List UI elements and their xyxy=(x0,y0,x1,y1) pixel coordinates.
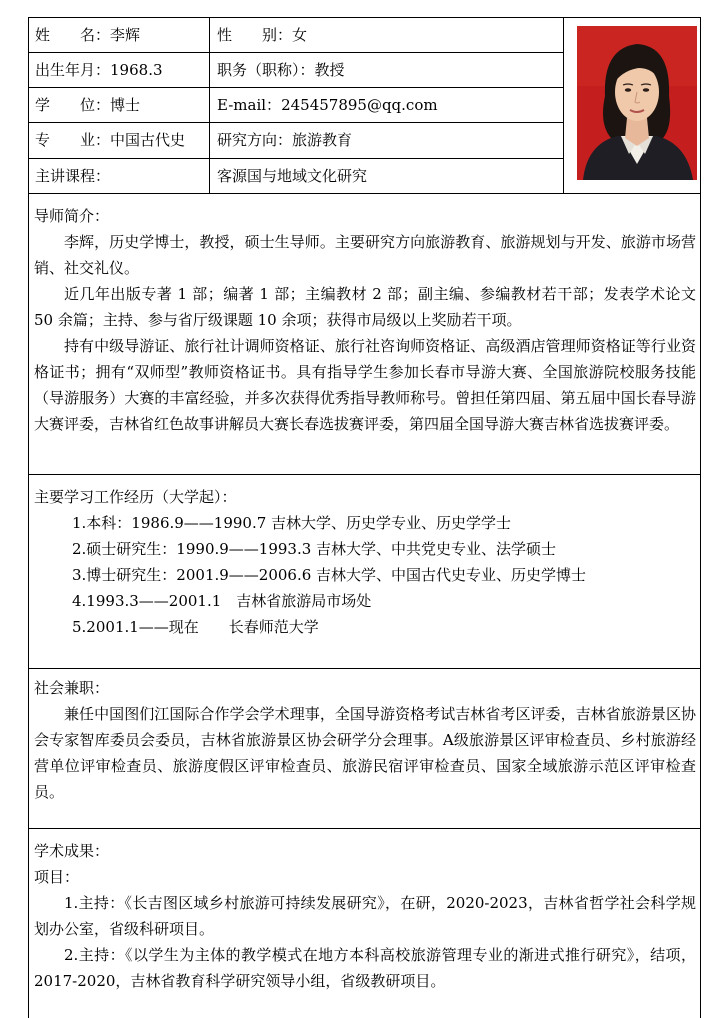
intro-paragraph: 李辉，历史学博士，教授，硕士生导师。主要研究方向旅游教育、旅游规划与开发、旅游市场营销、社交礼仪。 xyxy=(34,233,696,277)
major-value: 中国古代史 xyxy=(110,131,186,149)
birth-value: 1968.3 xyxy=(110,61,163,79)
experience-item: 3.博士研究生：2001.9——2006.6 吉林大学、中国古代史专业、历史学博士 xyxy=(72,566,587,584)
experience-section xyxy=(34,484,696,640)
research-value: 旅游教育 xyxy=(292,131,353,149)
major-field xyxy=(35,130,185,150)
intro-heading: 导师简介： xyxy=(34,207,110,225)
birth-field xyxy=(35,60,163,80)
gender-field xyxy=(217,25,307,45)
courses-value: 客源国与地域文化研究 xyxy=(217,167,368,185)
section-divider xyxy=(29,668,700,669)
experience-item: 4.1993.3——2001.1 吉林省旅游局市场处 xyxy=(72,592,372,610)
column-divider xyxy=(209,18,210,193)
row-divider xyxy=(29,52,563,53)
gender-label: 性 别： xyxy=(217,26,293,44)
degree-value: 博士 xyxy=(110,96,141,114)
degree-field xyxy=(35,95,140,115)
section-divider xyxy=(29,828,700,829)
name-value: 李辉 xyxy=(110,26,141,44)
row-divider xyxy=(29,158,563,159)
intro-paragraph: 近几年出版专著 1 部；编著 1 部；主编教材 2 部；副主编、参编教材若干部；发表学术论文 50 余篇；主持、参与省厅级课题 10 余项；获得市局级以上奖励若干项。 xyxy=(34,285,696,329)
title-label: 职务（职称）： xyxy=(217,61,315,79)
row-divider xyxy=(29,122,563,123)
title-field xyxy=(217,60,345,80)
research-field xyxy=(217,130,352,150)
experience-heading: 主要学习工作经历（大学起）： xyxy=(34,488,237,506)
intro-section xyxy=(34,203,696,437)
portrait-image xyxy=(577,26,697,180)
name-field xyxy=(35,25,140,45)
birth-label: 出生年月： xyxy=(35,61,111,79)
experience-item: 5.2001.1——现在 长春师范大学 xyxy=(72,618,319,636)
social-heading: 社会兼职： xyxy=(34,679,110,697)
email-label: E-mail： xyxy=(217,96,282,114)
section-divider xyxy=(29,474,700,475)
email-field xyxy=(217,95,438,115)
column-divider xyxy=(563,18,564,193)
courses-label: 主讲课程： xyxy=(35,167,111,185)
major-label: 专 业： xyxy=(35,131,111,149)
achievements-section xyxy=(34,838,696,994)
degree-label: 学 位： xyxy=(35,96,111,114)
email-value: 245457895@qq.com xyxy=(281,96,438,114)
title-value: 教授 xyxy=(314,61,345,79)
achievements-heading: 学术成果： xyxy=(34,842,110,860)
gender-value: 女 xyxy=(292,26,308,44)
projects-subheading: 项目： xyxy=(34,868,80,886)
experience-item: 1.本科：1986.9——1990.7 吉林大学、历史学专业、历史学学士 xyxy=(72,514,512,532)
experience-item: 2.硕士研究生：1990.9——1993.3 吉林大学、中共党史专业、法学硕士 xyxy=(72,540,557,558)
social-paragraph: 兼任中国图们江国际合作学会学术理事，全国导游资格考试吉林省考区评委，吉林省旅游景区协会专家智库委员会委员，吉林省旅游景区协会研学分会理事。A级旅游景区评审检查员、乡村旅游经营单位评审检查员、旅游度假区评审检查员、旅游民宿评审检查员、国家全域旅游示范区评审检查员。 xyxy=(34,705,696,801)
name-label: 姓 名： xyxy=(35,26,111,44)
intro-paragraph: 持有中级导游证、旅行社计调师资格证、旅行社咨询师资格证、高级酒店管理师资格证等行业资格证书；拥有“双师型”教师资格证书。具有指导学生参加长春市导游大赛、全国旅游院校服务技能（导游服务）大赛的丰富经验，并多次获得优秀指导教师称号。曾担任第四届、第五届中国长春导游大赛评委，吉林省红色故事讲解员大赛长春选拔赛评委，第四届全国导游大赛吉林省选拔赛评委。 xyxy=(34,337,696,433)
research-label: 研究方向： xyxy=(217,131,293,149)
portrait-photo xyxy=(577,26,697,180)
resume-table xyxy=(28,17,701,1018)
social-section xyxy=(34,675,696,805)
row-divider xyxy=(29,193,700,194)
project-item: 2.主持：《以学生为主体的教学模式在地方本科高校旅游管理专业的渐进式推行研究》，结项，2017-2020，吉林省教育科学研究领导小组，省级教研项目。 xyxy=(34,946,696,990)
project-item: 1.主持：《长吉图区域乡村旅游可持续发展研究》，在研，2020-2023，吉林省哲学社会科学规划办公室，省级科研项目。 xyxy=(34,894,696,938)
row-divider xyxy=(29,87,563,88)
